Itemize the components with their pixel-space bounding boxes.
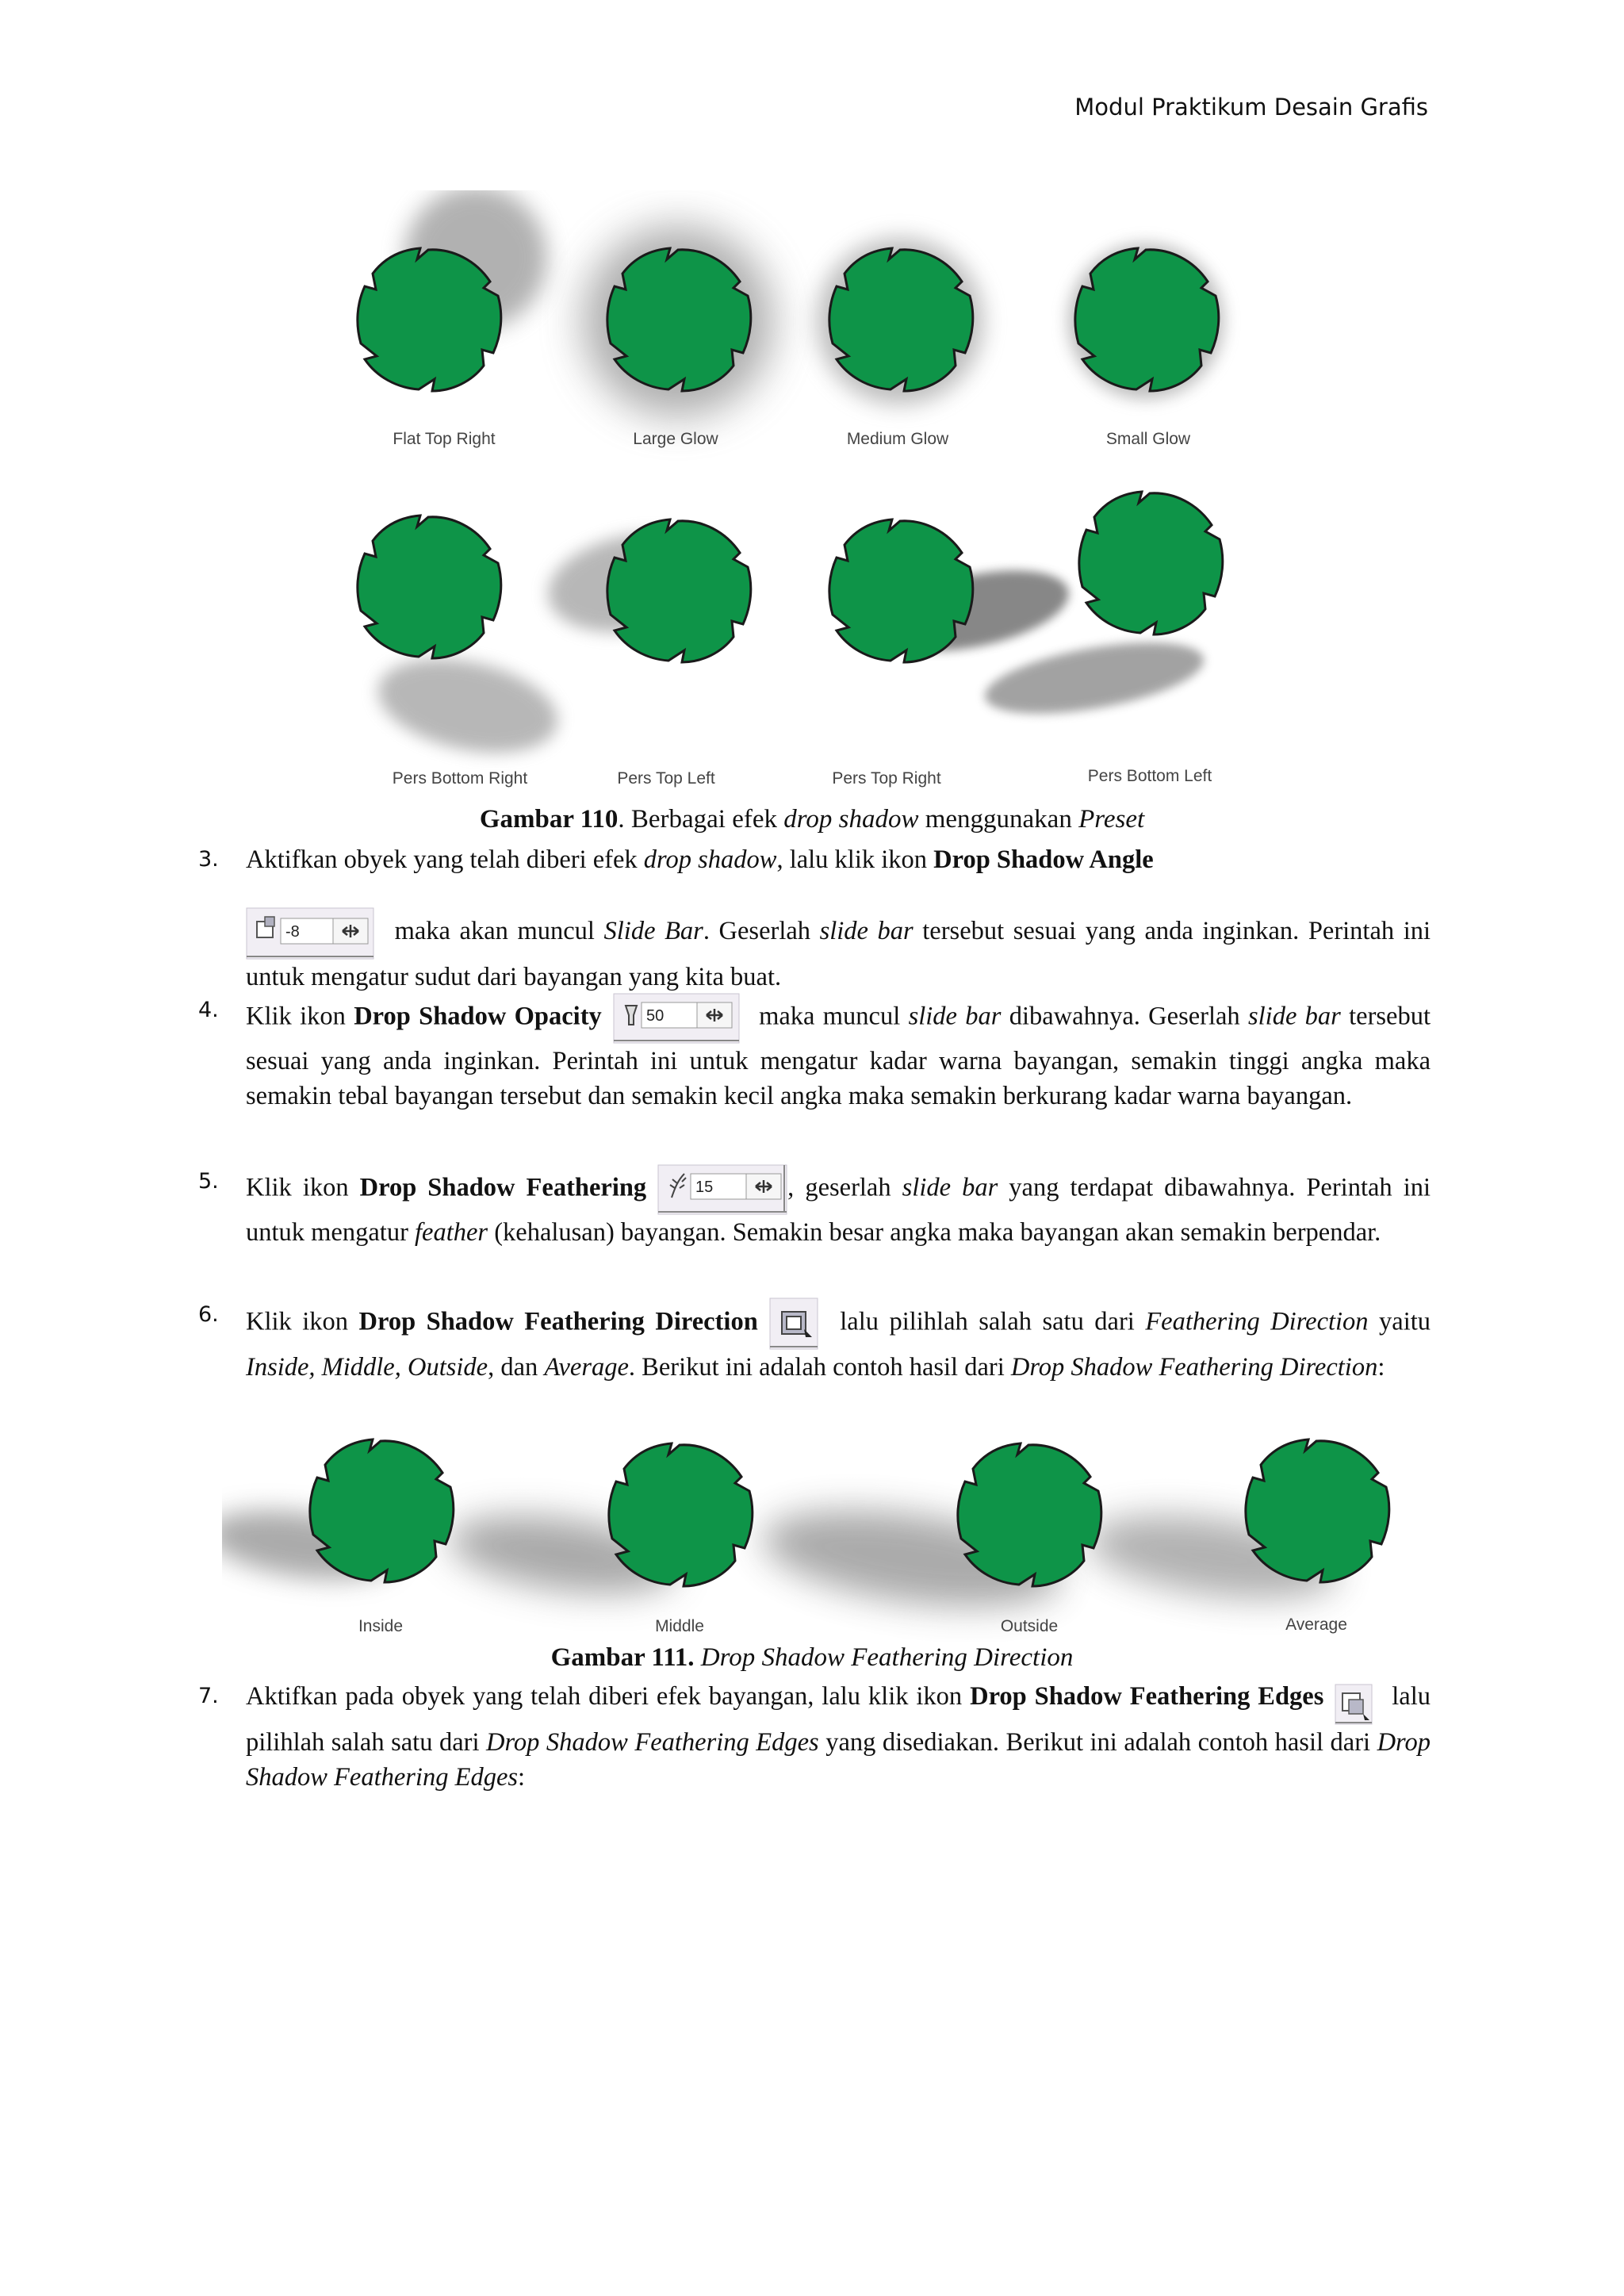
- text-italic: slide bar: [902, 1173, 998, 1202]
- step-6: [198, 1297, 1431, 1385]
- figure-110: [341, 190, 1277, 801]
- text: lalu pilihlah salah satu dari: [829, 1307, 1146, 1336]
- label-middle: Middle: [655, 1617, 704, 1635]
- green-circle-pers-top-left: [607, 519, 751, 662]
- text-bold: Drop Shadow Angle: [933, 845, 1154, 874]
- feathering-direction-icon: [769, 1297, 818, 1350]
- green-circle-medium-glow: [829, 248, 973, 391]
- shadow-pers-bottom-left: [980, 629, 1209, 726]
- label-pers-bottom-left: Pers Bottom Left: [1087, 767, 1212, 785]
- caption-number: Gambar 110: [479, 805, 619, 834]
- text: , lalu klik ikon: [776, 845, 934, 874]
- step-4: [198, 993, 1431, 1114]
- text-bold: Drop Shadow Opacity: [354, 1002, 602, 1031]
- text: Klik ikon: [246, 1307, 359, 1336]
- green-circle-large-glow: [607, 248, 751, 391]
- feathering-value: 15: [695, 1179, 714, 1196]
- figure-111: [222, 1428, 1427, 1642]
- text: Klik ikon: [246, 1173, 360, 1202]
- green-circle-middle: [609, 1443, 753, 1586]
- text: . Geserlah: [703, 917, 820, 945]
- shadow-pers-bottom-right: [370, 644, 566, 767]
- step-number: 4.: [198, 998, 219, 1022]
- drop-shadow-feathering-widget[interactable]: [657, 1164, 787, 1215]
- text: . Berikut ini adalah contoh hasil dari: [628, 1353, 1011, 1382]
- drop-shadow-feathering-edges-button[interactable]: [1335, 1684, 1373, 1725]
- text: yang disediakan. Berikut ini adalah contoh hasil dari: [818, 1728, 1377, 1757]
- drop-shadow-feathering-direction-button[interactable]: [769, 1297, 818, 1350]
- text-italic: drop shadow: [643, 845, 777, 874]
- text-italic: slide bar: [1247, 1002, 1341, 1031]
- label-medium-glow: Medium Glow: [846, 430, 949, 448]
- label-flat-top-right: Flat Top Right: [393, 430, 496, 448]
- green-circle-flat-top-right: [358, 248, 501, 391]
- text: lalu pilihlah salah satu dari: [246, 1682, 1431, 1757]
- text-italic: slide bar: [819, 917, 914, 945]
- caption-italic: Drop Shadow Feathering Direction: [694, 1643, 1074, 1672]
- step-number: 5.: [198, 1169, 219, 1194]
- text: tersebut sesuai yang anda inginkan. Perintah ini untuk mengatur kadar warna bayangan, semakin tinggi angka maka semakin tebal bayangan tersebut dan semakin kecil angka maka semakin berkurang kadar warna bayangan.: [246, 1002, 1431, 1110]
- page-header: Modul Praktikum Desain Grafis: [1074, 94, 1428, 121]
- text: Klik ikon: [246, 1002, 354, 1031]
- text: maka muncul: [750, 1002, 909, 1031]
- green-circle-small-glow: [1075, 248, 1219, 391]
- text: maka akan muncul: [385, 917, 604, 945]
- text-italic: Drop Shadow Feathering Edges: [486, 1728, 819, 1757]
- text: Aktifkan obyek yang telah diberi efek: [246, 845, 644, 874]
- text-italic: Inside, Middle, Outside: [246, 1353, 488, 1382]
- label-average: Average: [1285, 1616, 1347, 1634]
- text: tersebut sesuai yang anda inginkan. Perintah ini untuk mengatur sudut dari bayangan yang kita buat.: [246, 917, 1431, 991]
- feathering-edges-icon: [1335, 1684, 1373, 1725]
- green-circle-pers-top-right: [829, 519, 973, 662]
- text-italic: feather: [415, 1218, 488, 1247]
- drop-shadow-opacity-icon: [613, 993, 740, 1044]
- step-number: 6.: [198, 1302, 219, 1327]
- figure-110-caption: [0, 805, 1624, 834]
- step-7: [198, 1679, 1431, 1795]
- text: dibawahnya. Geserlah: [1001, 1002, 1248, 1031]
- figure-110-illustration: [341, 190, 1277, 801]
- step-3: [198, 842, 1431, 995]
- text-bold: Drop Shadow Feathering: [359, 1173, 647, 1202]
- green-circle-pers-bottom-right: [358, 516, 501, 658]
- text-italic: Drop Shadow Feathering Direction: [1010, 1353, 1378, 1382]
- figure-111-illustration: [222, 1428, 1427, 1642]
- caption-text: . Berbagai efek: [618, 805, 784, 834]
- opacity-value: 50: [645, 1007, 665, 1025]
- label-small-glow: Small Glow: [1105, 430, 1191, 448]
- text-bold: Drop Shadow Feathering Edges: [970, 1682, 1324, 1711]
- drop-shadow-opacity-widget[interactable]: [613, 993, 740, 1044]
- drop-shadow-angle-icon: [246, 907, 374, 960]
- caption-text-2: menggunakan: [918, 805, 1079, 834]
- step-number: 7.: [198, 1684, 219, 1708]
- text-italic: slide bar: [908, 1002, 1002, 1031]
- drop-shadow-angle-widget[interactable]: [246, 907, 374, 960]
- text-italic: Slide Bar: [603, 917, 703, 945]
- green-circle-average: [1246, 1439, 1389, 1582]
- drop-shadow-feathering-icon: [657, 1164, 787, 1215]
- green-circle-inside: [310, 1439, 454, 1582]
- text-bold: Drop Shadow Feathering Direction: [358, 1307, 758, 1336]
- label-pers-top-left: Pers Top Left: [617, 769, 715, 788]
- text: :: [518, 1763, 526, 1792]
- text: :: [1377, 1353, 1385, 1382]
- caption-italic: drop shadow: [783, 805, 919, 834]
- caption-number: Gambar 111.: [550, 1643, 695, 1672]
- text: yang terdapat dibawahnya. Perintah ini untuk mengatur: [246, 1173, 1431, 1247]
- label-pers-bottom-right: Pers Bottom Right: [392, 769, 528, 788]
- text-italic: Average: [544, 1353, 629, 1382]
- text: yaitu: [1368, 1307, 1431, 1336]
- green-circle-outside: [958, 1443, 1101, 1586]
- text-italic: Feathering Direction: [1145, 1307, 1369, 1336]
- label-inside: Inside: [358, 1617, 404, 1635]
- label-pers-top-right: Pers Top Right: [832, 769, 941, 788]
- caption-italic-2: Preset: [1078, 805, 1145, 834]
- label-large-glow: Large Glow: [633, 430, 718, 448]
- figure-111-caption: [0, 1643, 1624, 1673]
- label-outside: Outside: [1000, 1617, 1059, 1635]
- text-italic: Drop Shadow Feathering Edges: [246, 1728, 1431, 1792]
- text: (kehalusan) bayangan. Semakin besar angka maka bayangan akan semakin berpendar.: [488, 1218, 1381, 1247]
- step-number: 3.: [198, 847, 219, 872]
- text: , dan: [488, 1353, 545, 1382]
- step-5: [198, 1164, 1431, 1250]
- angle-value: -8: [285, 922, 300, 941]
- green-circle-pers-bottom-left: [1079, 492, 1223, 634]
- text: Aktifkan pada obyek yang telah diberi efek bayangan, lalu klik ikon: [246, 1682, 971, 1711]
- text: , geserlah: [787, 1173, 902, 1202]
